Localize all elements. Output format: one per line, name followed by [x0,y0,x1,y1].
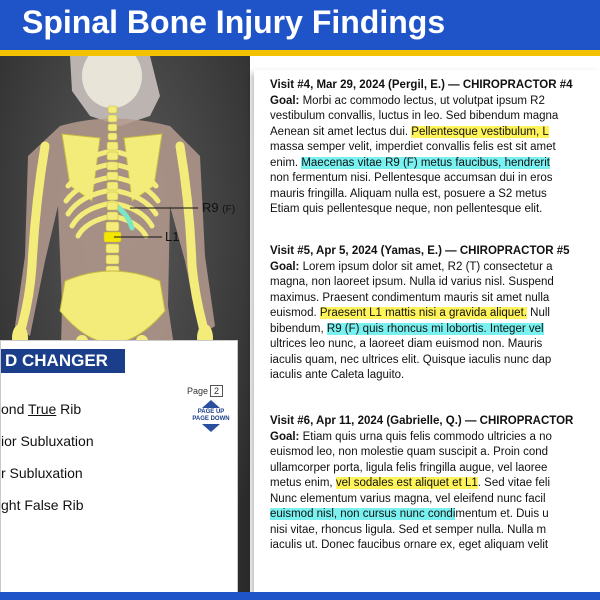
highlighted-text: Praesent L1 mattis nisi a gravida aliquet. [319,307,527,319]
note-text: Nunc elementum varius magna, vel eleifend nunc facil [270,492,546,505]
note-line [270,337,600,353]
note-text: maximus. Praesent condimentum mauris sit amet nulla [270,291,550,304]
record-changer-panel [0,340,238,598]
note-line [270,171,600,187]
note-line [270,94,600,110]
note-text: euismod leo, non molestie quam suscipit a. Proin cond [270,446,549,458]
page-up-button[interactable]: PAGE UP [197,409,225,415]
title-bar [0,0,600,56]
note-line [270,156,600,172]
option-text: ond [1,401,28,417]
option-underlined-text: True [28,401,57,417]
option-false-rib[interactable] [1,497,83,513]
visit-entry [270,414,600,554]
page-title: Spinal Bone Injury Findings [22,4,446,40]
note-text: mentum et. Duis u [455,508,549,520]
page-down-arrow-icon[interactable] [202,424,220,432]
note-line [270,291,600,307]
note-line [270,507,600,523]
note-text: bibendum, [270,322,327,335]
goal-label: Goal: [270,430,300,443]
page-label: Page [187,386,209,396]
note-line [270,368,600,384]
note-text: metus enim, [270,477,336,489]
goal-label: Goal: [270,94,300,107]
note-line [270,125,600,141]
note-line [270,523,600,539]
note-text: Aenean sit amet lectus dui. [270,125,412,138]
note-line [270,187,600,203]
highlighted-text: Maecenas vitae R9 (F) metus faucibus, hendrerit [301,156,550,169]
note-text: ullamcorper porta, ligula felis fringilla augue, vel laoree [270,461,548,474]
note-text: Lorem ipsum dolor sit amet, R2 (T) consectetur a [302,260,553,273]
note-line [270,461,600,477]
note-text: mauris fringilla. Aliquam nulla est, posuere a S2 metus [270,187,547,200]
note-line [270,445,600,461]
note-text: Morbi ac commodo lectus, ut volutpat ipsum R2 [302,94,545,107]
page-navigator [189,399,233,433]
option-text-suffix: Rib [56,401,82,417]
page-up-arrow-icon[interactable] [202,400,220,408]
option-true-rib[interactable] [1,401,81,417]
note-text: magna, non laoreet ipsum. Nulla id varius nisl. Suspend [270,276,554,288]
page-number: 2 [210,385,223,397]
note-text: Etiam quis pellentesque neque, non pellentesque elit. [270,203,543,215]
bottom-strip [0,592,600,600]
visit-entry [270,244,600,384]
visit-notes [254,70,600,600]
highlighted-text: vel sodales est aliquet et L1 [335,477,478,489]
note-text: vestibulum convallis, luctus in leo. Sed bibendum magna [270,110,559,122]
highlighted-text: R9 (F) quis rhoncus mi lobortis. Integer vel [326,322,544,335]
option-subluxation-a[interactable] [1,433,94,449]
l1-label: L1 [165,229,180,244]
note-line [270,492,600,508]
note-text: Null [526,307,550,319]
note-line [270,476,600,492]
note-line [270,260,600,276]
note-text: massa semper velit, imperdiet convallis felis est sit amet [270,141,556,153]
note-text: euismod. [270,307,320,319]
visit-entry [270,78,600,218]
note-text: nisi vitae, rhoncus ligula. Sed et semper nulla. Nulla m [270,523,547,536]
note-line [270,430,600,446]
panel-title: D CHANGER [1,349,125,373]
note-text: non fermentum nisi. Pellentesque accumsan dui in eros [270,172,553,184]
page-down-button[interactable]: PAGE DOWN [192,416,230,422]
visit-title: Visit #4, Mar 29, 2024 (Pergil, E.) — CHIROPRACTOR #4 [270,79,573,91]
highlighted-text: euismod nisl, non cursus nunc condi [270,508,456,520]
goal-label: Goal: [270,260,300,273]
note-line [270,109,600,125]
r9-label-side: (F) [222,204,236,215]
note-text: iaculis ut. Donec faucibus ornare ex, eget aliquam velit [270,539,549,551]
note-text: Etiam quis urna quis felis commodo ultricies a no [302,430,552,443]
note-text: . Sed vitae feli [477,477,550,489]
option-text: r Subluxation [1,465,83,481]
note-text: iaculis ante Caleta laguito. [270,369,405,381]
highlighted-text: Pellentesque vestibulum, L [411,125,549,138]
note-line [270,538,600,554]
note-text: iaculis quam, nec ultrices elit. Quisque iaculis nunc dap [270,353,552,366]
r9-label [202,200,235,215]
visit-title: Visit #6, Apr 11, 2024 (Gabrielle, Q.) — CHIROPRACTOR [270,415,574,427]
note-text: ultrices leo nunc, a laoreet diam euismod non. Mauris [270,338,543,350]
note-line [270,306,600,322]
r9-label-text: R9 [202,200,219,215]
note-line [270,202,600,218]
option-text: ior Subluxation [1,433,94,449]
option-subluxation-b[interactable] [1,465,83,481]
note-line [270,353,600,369]
visit-title: Visit #5, Apr 5, 2024 (Yamas, E.) — CHIROPRACTOR #5 [270,245,570,257]
option-text: ght False Rib [1,497,84,513]
note-line [270,140,600,156]
note-line [270,322,600,338]
page-indicator [187,385,223,397]
note-line [270,275,600,291]
note-text: enim. [270,156,302,169]
